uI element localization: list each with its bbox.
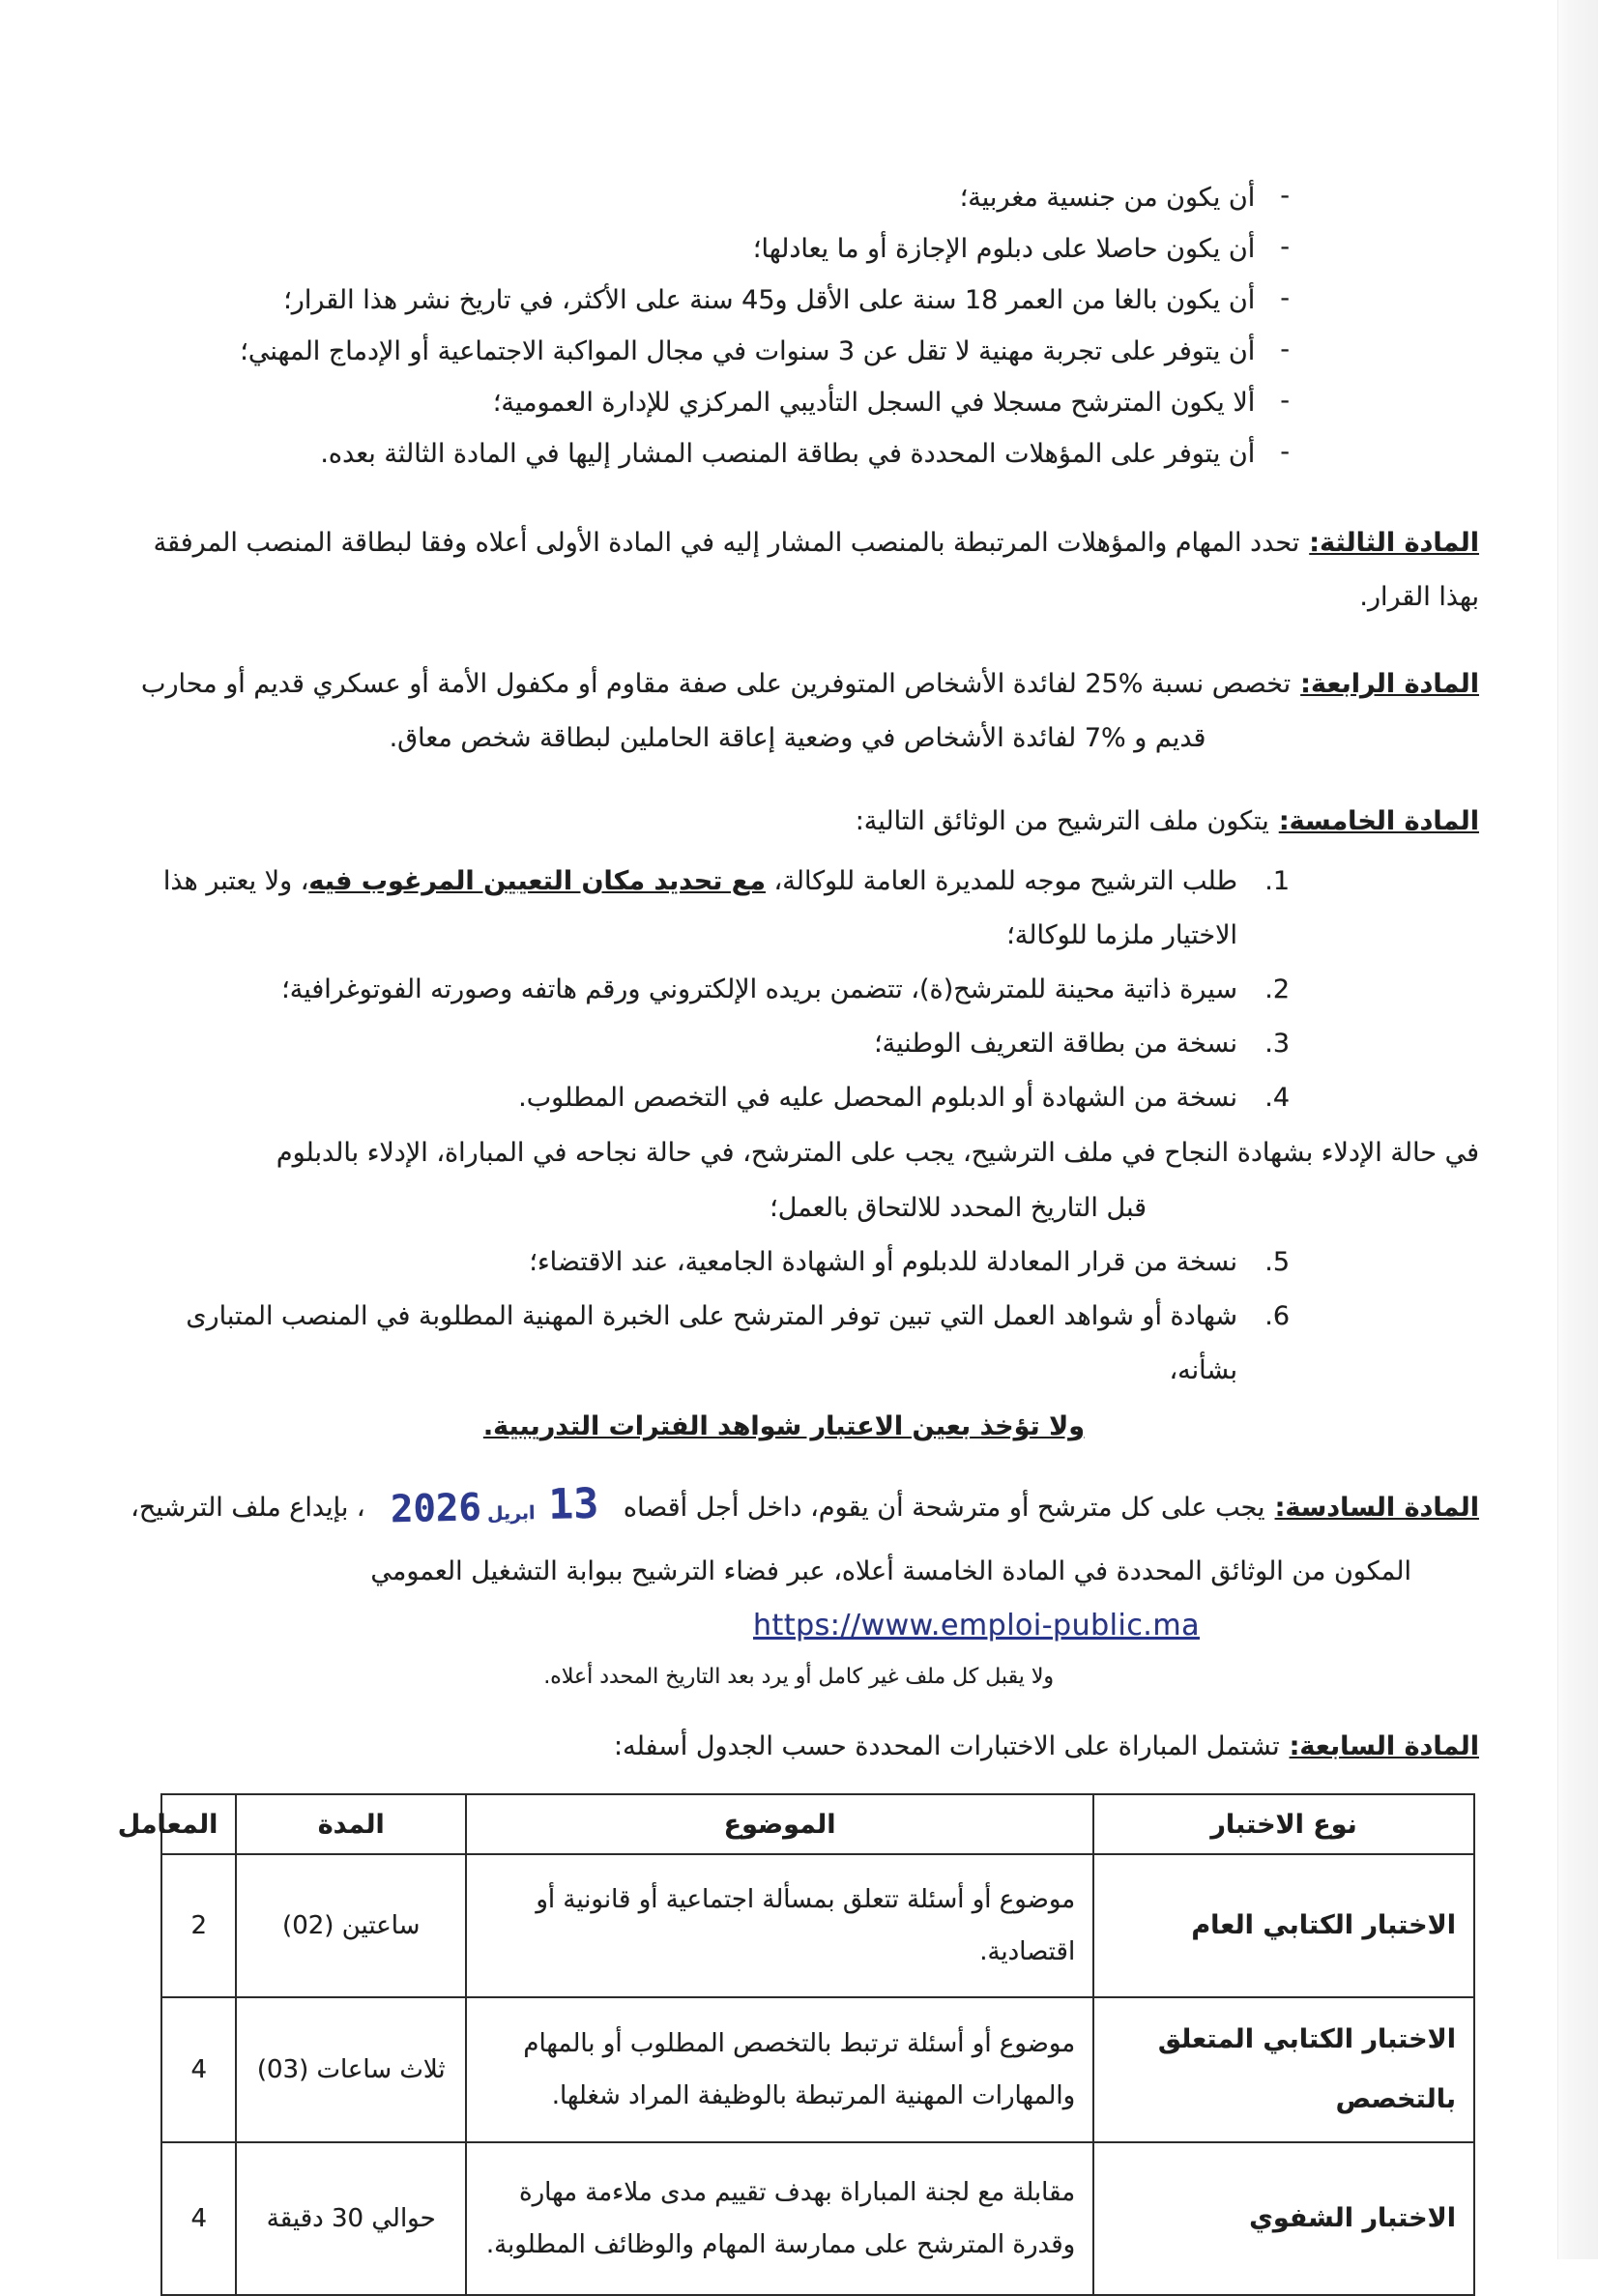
underlined-phrase: مع تحديد مكان التعيين المرغوب فيه	[308, 866, 766, 896]
header-duration: المدة	[236, 1794, 466, 1854]
table-row	[161, 2142, 1474, 2295]
article-5-title: المادة الخامسة:	[1278, 806, 1479, 836]
article-4-line2: قديم و %7 لفائدة الأشخاص في وضعية إعاقة الحاملين لبطاقة شخص معاق.	[389, 723, 1206, 753]
condition-item: - أن يكون بالغا من العمر 18 سنة على الأقل و45 سنة على الأكثر، في تاريخ نشر هذا القرار؛	[116, 275, 1290, 326]
article-6-line2: المكون من الوثائق المحددة في المادة الخامسة أعلاه، عبر فضاء الترشيح ببوابة التشغيل العمومي	[370, 1556, 1411, 1586]
document-item-6: 6. شهادة أو شواهد العمل التي تبين توفر المترشح على الخبرة المهنية المطلوبة في المنصب المتبارى بشأنه،	[116, 1290, 1290, 1398]
table-row	[161, 1854, 1474, 1997]
duration-cell: ساعتين (02)	[236, 1854, 466, 1997]
coefficient-cell: 2	[161, 1854, 236, 1997]
exam-type-cell: الاختبار الكتابي العام	[1093, 1854, 1474, 1997]
article-5-intro: يتكون ملف الترشيح من الوثائق التالية:	[855, 806, 1269, 836]
condition-item: - أن يتوفر على تجربة مهنية لا تقل عن 3 سنوات في مجال المواكبة الاجتماعية أو الإدماج المهني؛	[116, 326, 1290, 377]
condition-item: - أن يكون من جنسية مغربية؛	[116, 172, 1290, 223]
stamp-month: ابريل	[486, 1502, 536, 1526]
condition-item: - أن يتوفر على المؤهلات المحددة في بطاقة المنصب المشار إليها في المادة الثالثة بعده.	[116, 428, 1290, 480]
exams-table	[117, 1793, 1475, 2296]
subject-cell: موضوع أو أسئلة ترتبط بالتخصص المطلوب أو بالمهام والمهارات المهنية المرتبطة بالوظيفة المراد شغلها.	[466, 1997, 1093, 2142]
item-number: 6.	[1264, 1301, 1290, 1331]
stamp-year: 2026	[390, 1486, 481, 1532]
article-4	[116, 657, 1479, 766]
condition-item: - ألا يكون المترشح مسجلا في السجل التأديبي المركزي للإدارة العمومية؛	[116, 377, 1290, 428]
article-6-post: ، بإيداع ملف الترشيح،	[131, 1493, 365, 1523]
exam-type-cell: الاختبار الكتابي المتعلق بالتخصص	[1093, 1997, 1474, 2142]
item-number: 3.	[1264, 1029, 1290, 1059]
eligibility-conditions-list	[116, 172, 1479, 480]
article-7-text: تشتمل المباراة على الاختبارات المحددة حسب الجدول أسفله:	[614, 1731, 1280, 1761]
document-item-5: 5. نسخة من قرار المعادلة للدبلوم أو الشهادة الجامعية، عند الاقتضاء؛	[116, 1235, 1290, 1290]
article-6	[116, 1479, 1479, 1541]
subject-cell: مقابلة مع لجنة المباراة بهدف تقييم مدى ملاءمة مهارة وقدرة المترشح على ممارسة المهام والوظائف المطلوبة.	[466, 2142, 1093, 2295]
article-3-text: تحدد المهام والمؤهلات المرتبطة بالمنصب المشار إليه في المادة الأولى أعلاه وفقا لبطاقة المنصب المرفقة بهذا القرار.	[153, 528, 1479, 612]
article-4-title: المادة الرابعة:	[1300, 669, 1479, 699]
article-7	[116, 1720, 1479, 1774]
article-5-heading	[116, 795, 1479, 849]
condition-item: - أن يكون حاصلا على دبلوم الإجازة أو ما يعادلها؛	[116, 223, 1290, 275]
document-item-3: 3. نسخة من بطاقة التعريف الوطنية؛	[116, 1017, 1290, 1071]
header-exam-type: نوع الاختبار	[1093, 1794, 1474, 1854]
application-documents-list	[116, 855, 1479, 1454]
article-4-line1: تخصص نسبة %25 لفائدة الأشخاص المتوفرين على صفة مقاوم أو مكفول الأمة أو عسكري قديم أو محارب	[141, 669, 1292, 699]
document-item-4: 4. نسخة من الشهادة أو الدبلوم المحصل عليه في التخصص المطلوب.	[116, 1071, 1290, 1125]
document-item-1: 1. طلب الترشيح موجه للمديرة العامة للوكالة، مع تحديد مكان التعيين المرغوب فيه، ولا يعتبر هذا الاختيار ملزما للوكالة؛	[116, 855, 1290, 963]
table-header-row	[161, 1794, 1474, 1854]
item-number: 4.	[1264, 1083, 1290, 1113]
document-item-4-note: في حالة الإدلاء بشهادة النجاح في ملف الترشيح، يجب على المترشح، في حالة نجاحه في المباراة، الإدلاء بالدبلوم قبل التاريخ المحدد للالتحاق بالعمل؛	[276, 1138, 1479, 1223]
exam-type-cell: الاختبار الشفوي	[1093, 2142, 1474, 2295]
article-3	[116, 516, 1479, 625]
header-subject: الموضوع	[466, 1794, 1093, 1854]
coefficient-cell: 4	[161, 1997, 236, 2142]
document-item-2: 2. سيرة ذاتية محينة للمترشح(ة)، تتضمن بريده الإلكتروني ورقم هاتفه وصورته الفوتوغرافية؛	[116, 963, 1290, 1017]
url-link[interactable]: https://www.emploi-public.ma	[753, 1609, 1200, 1642]
item-number: 2.	[1264, 974, 1290, 1004]
date-stamp	[390, 1477, 599, 1543]
header-coefficient: المعامل	[161, 1794, 236, 1854]
duration-cell: حوالي 30 دقيقة	[236, 2142, 466, 2295]
portal-url-line	[116, 1609, 1479, 1642]
article-7-title: المادة السابعة:	[1289, 1731, 1479, 1761]
item-number: 5.	[1264, 1247, 1290, 1277]
duration-cell: ثلاث ساعات (03)	[236, 1997, 466, 2142]
incomplete-file-note: ولا يقبل كل ملف غير كامل أو يرد بعد التاريخ المحدد أعلاه.	[543, 1665, 1054, 1689]
coefficient-cell: 4	[161, 2142, 236, 2295]
training-periods-note: ولا تؤخذ بعين الاعتبار شواهد الفترات التدريبية.	[482, 1411, 1085, 1441]
subject-cell: موضوع أو أسئلة تتعلق بمسألة اجتماعية أو قانونية أو اقتصادية.	[466, 1854, 1093, 1997]
article-6-title: المادة السادسة:	[1274, 1493, 1479, 1523]
table-row	[161, 1997, 1474, 2142]
article-6-pre: يجب على كل مترشح أو مترشحة أن يقوم، داخل أجل أقصاه	[623, 1493, 1265, 1523]
article-3-title: المادة الثالثة:	[1309, 528, 1479, 558]
stamp-day: 13	[547, 1479, 599, 1529]
item-number: 1.	[1264, 866, 1290, 896]
